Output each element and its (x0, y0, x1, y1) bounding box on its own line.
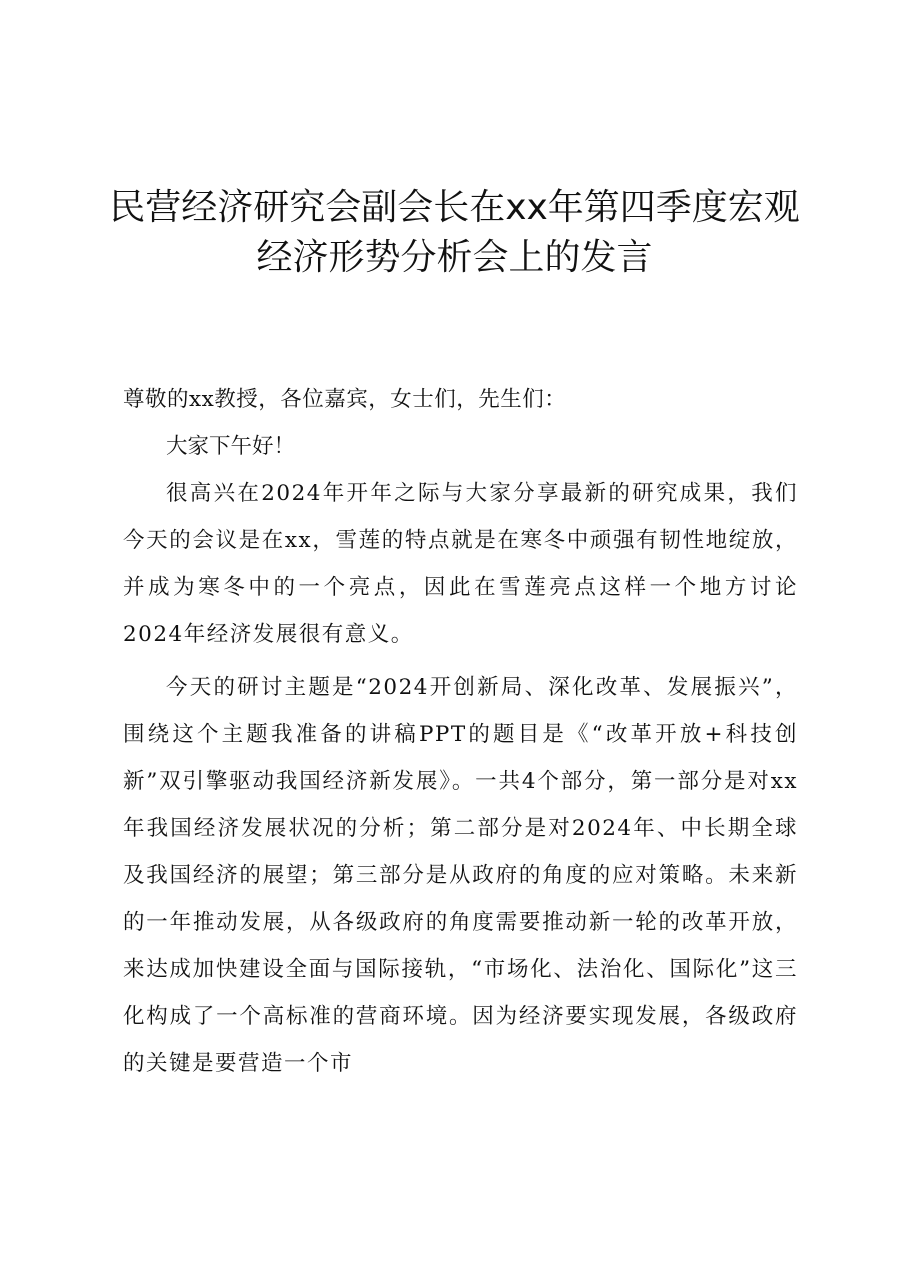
document-title: 民营经济研究会副会长在xx年第四季度宏观 经济形势分析会上的发言 (109, 187, 800, 278)
salutation: 尊敬的xx教授，各位嘉宾，女士们，先生们： (123, 387, 567, 412)
paragraph-1: 很高兴在2024年开年之际与大家分享最新的研究成果，我们今天的会议是在xx，雪莲的特点就是在寒冬中顽强有韧性地绽放，并成为寒冬中的一个亮点，因此在雪莲亮点这样一个地方讨论2024年经济发展很有意义。 (123, 481, 798, 647)
document-body (123, 376, 798, 1087)
paragraph-2: 今天的研讨主题是“2024开创新局、深化改革、发展振兴”，围绕这个主题我准备的讲稿PPT的题目是《“改革开放+科技创新”双引擎驱动我国经济新发展》。一共4个部分，第一部分是对xx年我国经济发展状况的分析；第二部分是对2024年、中长期全球及我国经济的展望；第三部分是从政府的角度的应对策略。未来新的一年推动发展，从各级政府的角度需要推动新一轮的改革开放，来达成加快建设全面与国际接轨，“市场化、法治化、国际化”这三化构成了一个高标准的营商环境。因为经济要实现发展，各级政府的关键是要营造一个市 (123, 675, 798, 1076)
greeting: 大家下午好！ (166, 434, 296, 459)
